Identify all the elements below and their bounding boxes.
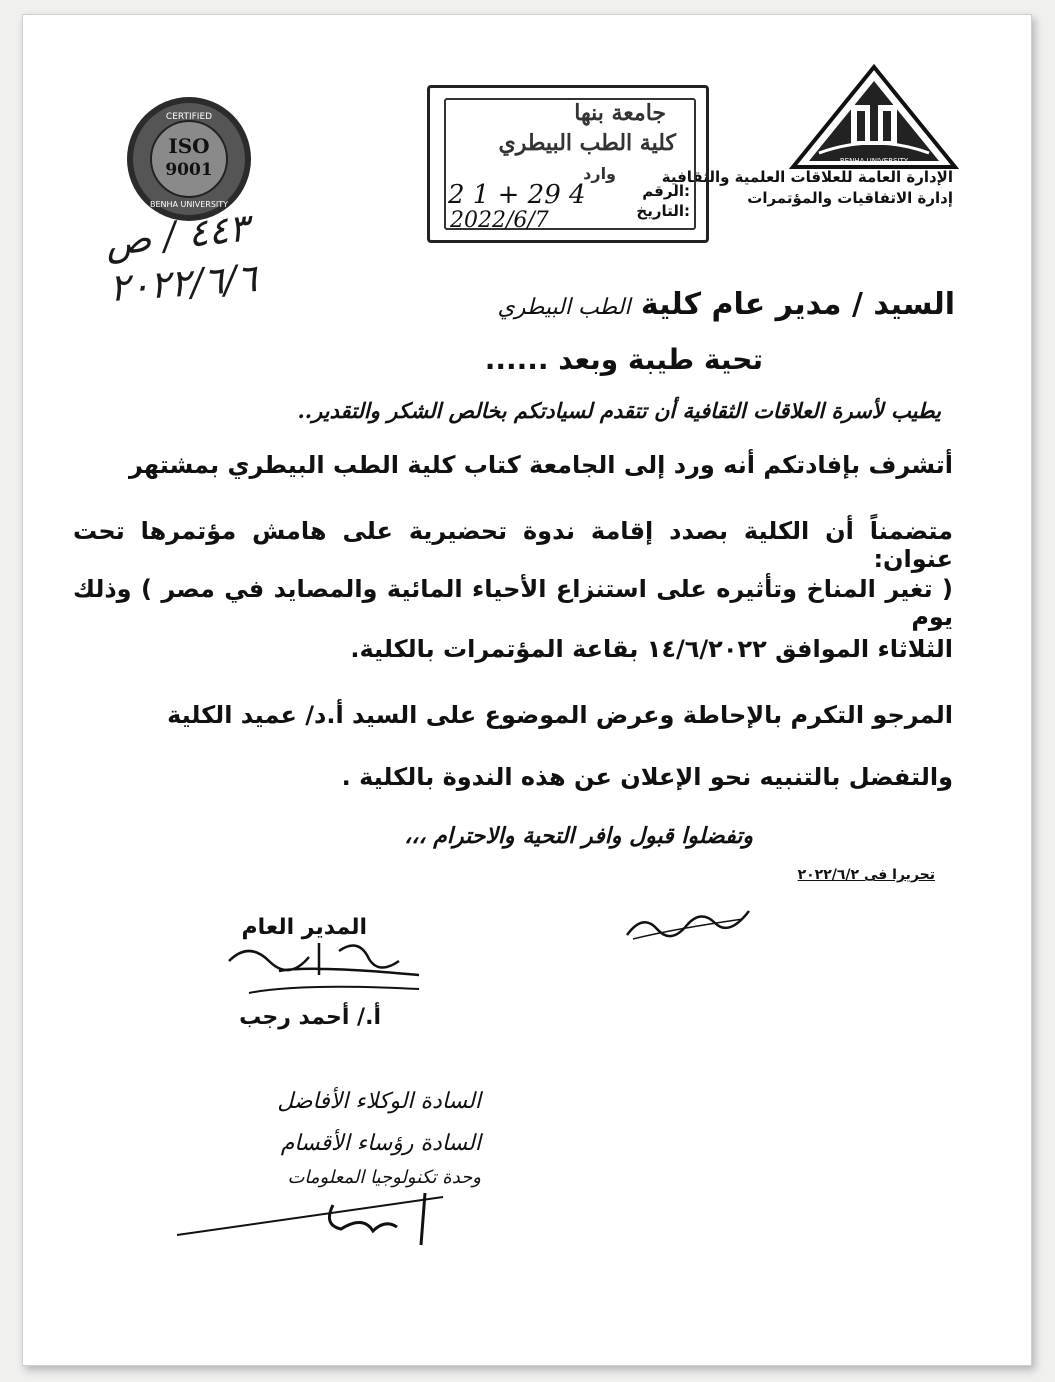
incoming-stamp xyxy=(427,85,709,243)
stamp-date: 2022/6/7 xyxy=(450,208,549,233)
salutation xyxy=(497,287,955,322)
dept-line-1: الإدارة العامة للعلاقات العلمية والثقافية xyxy=(661,168,953,186)
body-line-5: المرجو التكرم بالإحاطة وعرض الموضوع على السيد أ.د/ عميد الكلية xyxy=(167,701,953,729)
distribution-line-1: السادة الوكلاء الأفاضل xyxy=(277,1089,481,1114)
handwritten-ref-number: ٤٤٣ / ص xyxy=(103,205,252,265)
seal-iso-text: ISO xyxy=(168,134,210,158)
stamp-faculty: كلية الطب البيطري xyxy=(498,130,676,156)
initials-signature xyxy=(623,899,753,949)
handwritten-ref-date: ٢٠٢٢/٦/٦ xyxy=(107,255,259,311)
stamp-date-label: التاريخ: xyxy=(636,202,690,220)
body-line-6: والتفضل بالتنبيه نحو الإعلان عن هذه الندوة بالكلية . xyxy=(341,763,953,791)
iso-seal-icon xyxy=(125,95,253,223)
distribution-signature xyxy=(173,1175,473,1255)
seal-bottom-text: BENHA UNIVERSITY xyxy=(149,200,229,209)
stamp-number: 2 1 + 29 4 xyxy=(448,180,586,210)
greeting: تحية طيبة وبعد ...... xyxy=(484,343,763,376)
stamp-number-label: الرقم: xyxy=(642,182,690,200)
body-line-4: الثلاثاء الموافق ١٤/٦/٢٠٢٢ بقاعة المؤتمرات بالكلية. xyxy=(350,635,953,663)
stamp-university: جامعة بنها xyxy=(574,100,666,126)
seal-number-text: 9001 xyxy=(165,160,213,180)
salutation-printed: السيد / مدير عام كلية xyxy=(640,287,955,322)
intro-line: يطيب لأسرة العلاقات الثقافية أن تتقدم لسيادتكم بخالص الشكر والتقدير.. xyxy=(297,398,941,423)
stamp-incoming: وارد xyxy=(583,164,616,183)
signatory-name: أ./ أحمد رجب xyxy=(239,1005,381,1030)
closing-line: وتفضلوا قبول وافر التحية والاحترام ،،، xyxy=(404,823,753,849)
date-written: تحريرا فى ٢٠٢٢/٦/٢ xyxy=(797,867,935,883)
body-line-2: متضمناً أن الكلية بصدد إقامة ندوة تحضيرية على هامش مؤتمرها تحت عنوان: xyxy=(73,517,953,573)
logo-caption: BENHA UNIVERSITY xyxy=(839,157,909,165)
distribution-line-2: السادة رؤساء الأقسام xyxy=(280,1131,481,1156)
body-line-3: ( تغير المناخ وتأثيره على استنزاع الأحياء المائية والمصايد في مصر ) وذلك يوم xyxy=(73,575,953,631)
university-logo xyxy=(789,63,959,173)
letter-page xyxy=(22,14,1032,1366)
manager-signature xyxy=(219,931,439,1001)
salutation-handwritten: الطب البيطري xyxy=(497,295,631,320)
dept-line-2: إدارة الاتفاقيات والمؤتمرات xyxy=(747,189,953,207)
distribution-line-3: وحدة تكنولوجيا المعلومات xyxy=(287,1167,481,1188)
seal-top-text: CERTIFIED xyxy=(165,112,213,122)
signatory-title: المدير العام xyxy=(241,915,367,940)
body-line-1: أتشرف بإفادتكم أنه ورد إلى الجامعة كتاب كلية الطب البيطري بمشتهر xyxy=(129,451,953,479)
